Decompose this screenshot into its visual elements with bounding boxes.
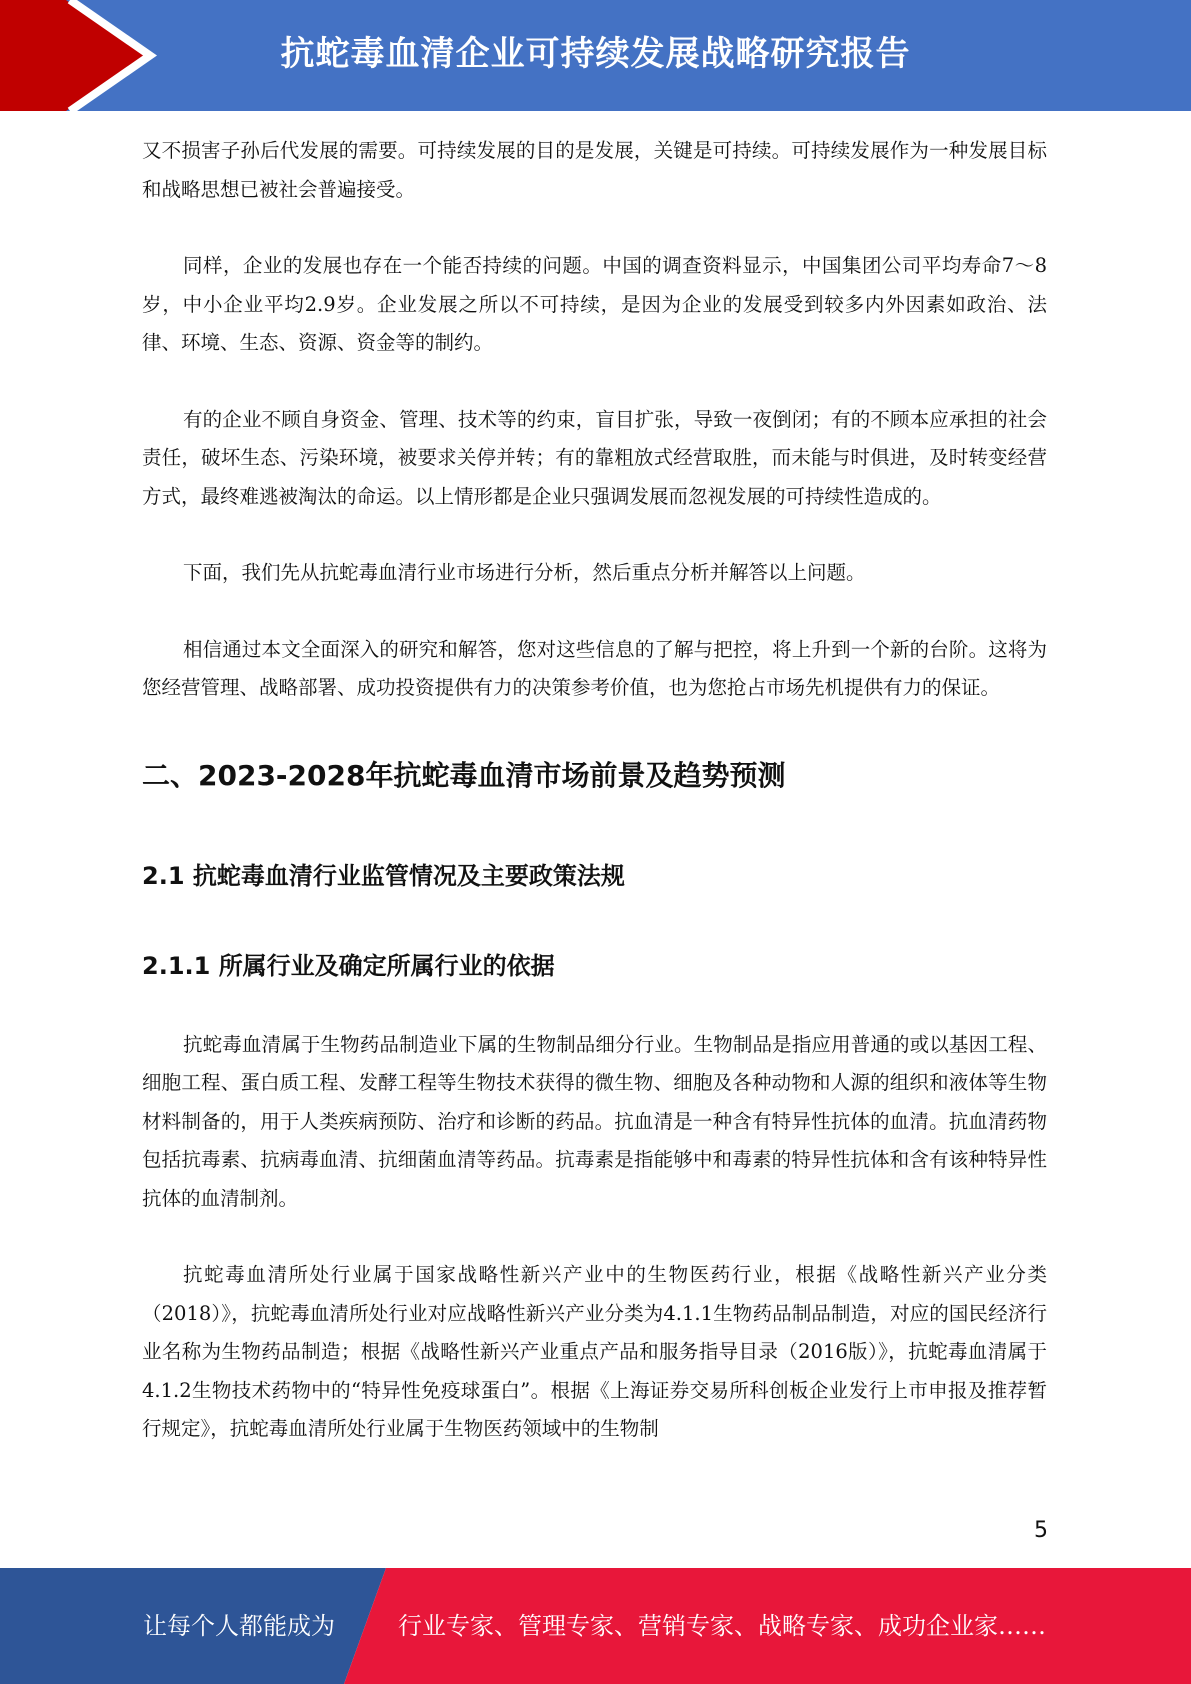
section-heading: 二、2023-2028年抗蛇毒血清市场前景及趋势预测 [142,758,786,792]
paragraph: 抗蛇毒血清所处行业属于国家战略性新兴产业中的生物医药行业，根据《战略性新兴产业分类（2018）》，抗蛇毒血清所处行业对应战略性新兴产业分类为4.1.1生物药品制品制造，对应的国民经济行业名称为生物药品制造；根据《战略性新兴产业重点产品和服务指导目录（2016版）》，抗蛇毒血清属于4.1.2生物技术药物中的“特异性免疫球蛋白”。根据《上海证券交易所科创板企业发行上市申报及推荐暂行规定》，抗蛇毒血清所处行业属于生物医药领域中的生物制 [142,1263,1047,1440]
subsection-heading: 2.1 抗蛇毒血清行业监管情况及主要政策法规 [142,861,625,890]
report-title: 抗蛇毒血清企业可持续发展战略研究报告 [280,34,911,74]
paragraph: 相信通过本文全面深入的研究和解答，您对这些信息的了解与把控，将上升到一个新的台阶。这将为您经营管理、战略部署、成功投资提供有力的决策参考价值，也为您抢占市场先机提供有力的保证。 [142,637,1047,699]
footer-slogan-left: 让每个人都能成为 [143,1612,335,1640]
subsubsection-heading: 2.1.1 所属行业及确定所属行业的依据 [142,951,555,980]
paragraph: 下面，我们先从抗蛇毒血清行业市场进行分析，然后重点分析并解答以上问题。 [183,561,866,584]
footer-slogan-right: 行业专家、管理专家、营销专家、战略专家、成功企业家…… [398,1612,1046,1640]
page-header [0,0,1191,111]
paragraph: 有的企业不顾自身资金、管理、技术等的约束，盲目扩张，导致一夜倒闭；有的不顾本应承担的社会责任，破坏生态、污染环境，被要求关停并转；有的靠粗放式经营取胜，而未能与时俱进，及时转变经营方式，最终难逃被淘汰的命运。以上情形都是企业只强调发展而忽视发展的可持续性造成的。 [142,407,1047,508]
paragraph: 又不损害子孙后代发展的需要。可持续发展的目的是发展，关键是可持续。可持续发展作为一种发展目标和战略思想已被社会普遍接受。 [142,139,1047,201]
page-footer [0,1568,1191,1684]
paragraph: 同样，企业的发展也存在一个能否持续的问题。中国的调查资料显示，中国集团公司平均寿命7～8岁，中小企业平均2.9岁。企业发展之所以不可持续，是因为企业的发展受到较多内外因素如政治、法律、环境、生态、资源、资金等的制约。 [142,254,1047,354]
header-arrow-decoration [0,0,160,111]
page-number: 5 [1034,1518,1048,1543]
page-content [142,132,1047,1449]
paragraph: 抗蛇毒血清属于生物药品制造业下属的生物制品细分行业。生物制品是指应用普通的或以基因工程、细胞工程、蛋白质工程、发酵工程等生物技术获得的微生物、细胞及各种动物和人源的组织和液体等生物材料制备的，用于人类疾病预防、治疗和诊断的药品。抗血清是一种含有特异性抗体的血清。抗血清药物包括抗毒素、抗病毒血清、抗细菌血清等药品。抗毒素是指能够中和毒素的特异性抗体和含有该种特异性抗体的血清制剂。 [142,1032,1047,1210]
